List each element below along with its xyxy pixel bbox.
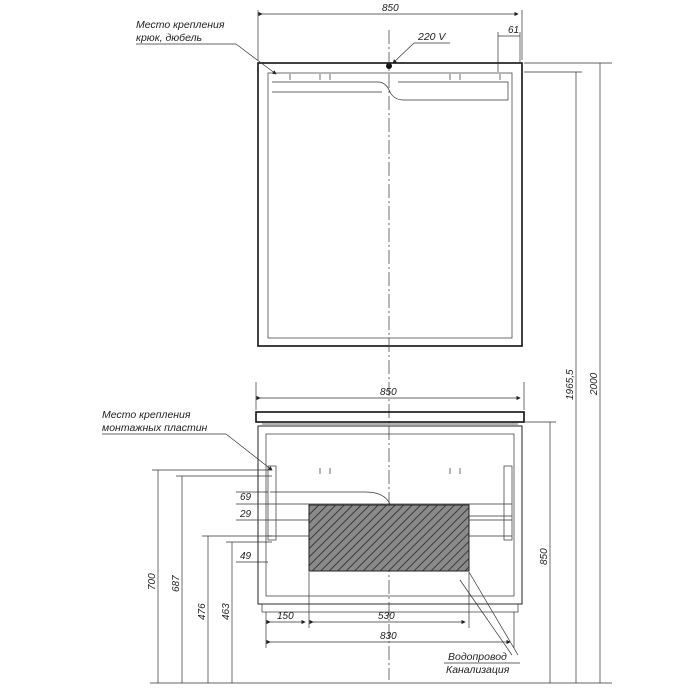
mirror-outer-frame [258,63,522,346]
top-mount-label-line1: Место крепления [136,19,225,31]
mount-plate-right [504,466,512,540]
cabinet-countertop [256,412,524,422]
dim-d49 [236,551,268,562]
dim-text-d69: 69 [240,492,252,503]
mirror-light-strip [272,82,508,100]
dim-mirror-width [258,3,522,60]
dim-cabinet-height [524,422,556,683]
utilities-callout [444,572,520,676]
dim-h687 [171,476,272,683]
dim-cabinet-width [256,382,524,410]
dim-d69 [236,492,268,504]
dim-mirror-offset [498,25,520,72]
plate-mount-callout [102,409,272,470]
dim-h463 [221,542,272,683]
dim-text-h700: 700 [147,573,158,590]
voltage-callout [393,31,450,63]
plate-mount-label-line2: монтажных пластин [102,422,208,434]
dim-text-w150: 150 [277,611,294,622]
mirror-top-ticks [290,74,500,80]
dim-text-mirror-position: 1965,5 [565,369,576,400]
dim-w150 [266,572,309,648]
dim-text-total-height: 2000 [589,372,600,395]
dim-text-h463: 463 [221,603,232,620]
plate-mount-label-line1: Место крепления [102,409,191,421]
dim-w530 [313,572,469,628]
mount-plate-left [268,466,276,540]
dim-text-w530: 530 [378,611,395,622]
dim-text-mirror-offset: 61 [508,25,520,36]
cabinet [256,412,524,612]
cabinet-top-ticks [320,468,460,474]
dim-text-h476: 476 [197,603,208,620]
dim-text-mirror-width: 850 [382,3,399,14]
mirror [258,63,522,346]
top-mount-callout [136,19,276,74]
dim-text-cabinet-width: 850 [380,387,397,398]
dim-h700 [147,470,272,683]
dim-d29 [236,509,268,520]
mirror-inner-frame [268,73,512,338]
service-area-hatch [309,505,469,571]
sewer-label: Канализация [446,664,510,676]
dim-text-cabinet-height: 850 [539,548,550,565]
dim-mirror-position [524,72,582,683]
dim-text-h687: 687 [171,575,182,592]
water-label: Водопровод [448,651,507,663]
voltage-label: 220 V [418,31,446,43]
dim-h476 [197,536,272,683]
top-mount-label-line2: крюк, дюбель [136,32,203,44]
dim-text-d49: 49 [240,551,252,562]
dim-text-d29: 29 [240,509,252,520]
dim-text-w830: 830 [380,631,397,642]
